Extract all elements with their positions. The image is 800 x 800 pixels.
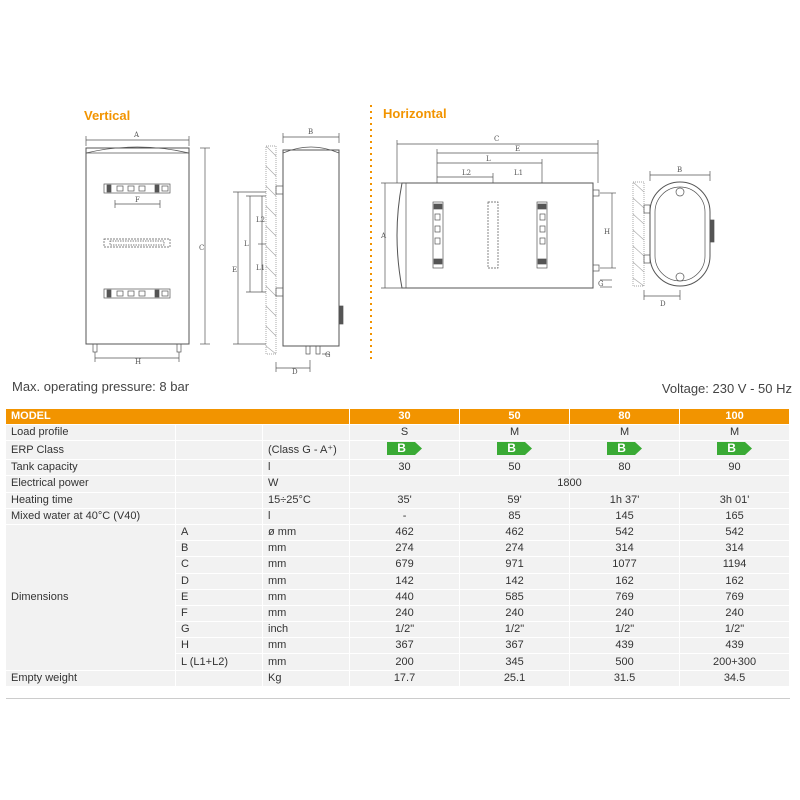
cell-value: 162 (570, 574, 680, 590)
cell-value: 500 (570, 654, 680, 670)
table-row: Empty weight Kg 17.7 25.1 31.5 34.5 (6, 671, 790, 687)
energy-class-badge: B (497, 442, 533, 455)
dim-label-d-vertical: D (292, 368, 298, 376)
dim-label-a-horizontal: A (381, 232, 387, 240)
dim-label-l2-horizontal: L2 (462, 169, 472, 177)
dim-label-f: F (135, 196, 140, 204)
cell-value: 314 (570, 541, 680, 557)
cell-value: 240 (460, 606, 570, 622)
cell-value: 142 (350, 574, 460, 590)
dim-label-h-horizontal: H (604, 228, 611, 236)
energy-class-badge: B (607, 442, 643, 455)
dim-label-l-vertical: L (244, 240, 249, 248)
row-label: Heating time (6, 493, 176, 509)
cell-value: 165 (680, 509, 790, 525)
cell-value: 439 (570, 638, 680, 654)
dim-label-l-horizontal: L (486, 155, 491, 163)
cell-value: 240 (350, 606, 460, 622)
table-row (6, 425, 790, 441)
cell-value: 679 (350, 557, 460, 573)
cell-value: 1/2" (680, 622, 790, 638)
dim-label-c-vertical: C (199, 244, 205, 252)
table-row: F mm 240 240 240 240 (6, 606, 790, 622)
table-row: G inch 1/2" 1/2" 1/2" 1/2" (6, 622, 790, 638)
dim-label-e-horizontal: E (515, 145, 521, 153)
row-label: Empty weight (6, 671, 176, 687)
dim-label-g-horizontal: G (598, 280, 604, 288)
cell-value: 35' (350, 493, 460, 509)
vertical-side-view (233, 133, 343, 372)
table-row: L (L1+L2) mm 200 345 500 200+300 (6, 654, 790, 670)
model-50-header: 50 (460, 409, 570, 425)
dim-label-b-vertical: B (308, 128, 314, 136)
cell-value: 542 (570, 525, 680, 541)
cell-value: 1194 (680, 557, 790, 573)
dim-label-d-horizontal: D (660, 300, 666, 308)
cell-value: 462 (460, 525, 570, 541)
table-row: Heating time 15÷25°C 35' 59' 1h 37' 3h 01' (6, 493, 790, 509)
cell-value: 200 (350, 654, 460, 670)
energy-class-badge: B (717, 442, 753, 455)
table-row: D mm 142 142 162 162 (6, 574, 790, 590)
cell-value: M (570, 425, 680, 441)
cell-value: 542 (680, 525, 790, 541)
row-label: Tank capacity (6, 460, 176, 476)
cell-value: 462 (350, 525, 460, 541)
cell-value: 1800 (350, 476, 790, 492)
cell-value: 1/2" (570, 622, 680, 638)
cell-value: M (680, 425, 790, 441)
cell-value: 85 (460, 509, 570, 525)
dim-label-l1-vertical: L1 (256, 264, 266, 272)
cell-value: 971 (460, 557, 570, 573)
model-30-header: 30 (350, 409, 460, 425)
cell-value: 162 (680, 574, 790, 590)
horizontal-side-view (633, 171, 714, 300)
table-bottom-rule (6, 698, 790, 699)
dim-label-l1-horizontal: L1 (514, 169, 524, 177)
dim-label-g-vertical: G (325, 351, 331, 359)
cell-value: 769 (680, 590, 790, 606)
spec-table (6, 409, 790, 687)
model-header: MODEL (6, 409, 350, 425)
table-row: H mm 367 367 439 439 (6, 638, 790, 654)
cell-value: 50 (460, 460, 570, 476)
cell-value: 34.5 (680, 671, 790, 687)
technical-drawing (0, 0, 800, 380)
cell-value: 440 (350, 590, 460, 606)
cell-value: - (350, 509, 460, 525)
table-row: C mm 679 971 1077 1194 (6, 557, 790, 573)
horizontal-front-view (381, 140, 616, 288)
cell-value: 142 (460, 574, 570, 590)
cell-value: 1h 37' (570, 493, 680, 509)
table-row: Mixed water at 40°C (V40) l - 85 145 165 (6, 509, 790, 525)
cell-value: 1077 (570, 557, 680, 573)
table-row: E mm 440 585 769 769 (6, 590, 790, 606)
model-80-header: 80 (570, 409, 680, 425)
table-row: Tank capacity l 30 50 80 90 (6, 460, 790, 476)
table-row: B mm 274 274 314 314 (6, 541, 790, 557)
model-100-header: 100 (680, 409, 790, 425)
row-label: ERP Class (6, 441, 176, 460)
cell-value: 145 (570, 509, 680, 525)
cell-value: 30 (350, 460, 460, 476)
cell-value: S (350, 425, 460, 441)
cell-value: 274 (460, 541, 570, 557)
dim-label-h-vertical: H (135, 358, 142, 366)
cell-value: 80 (570, 460, 680, 476)
cell-value: 439 (680, 638, 790, 654)
dim-label-c-horizontal: C (494, 135, 500, 143)
dim-label-l2-vertical: L2 (256, 216, 266, 224)
table-row: Dimensions A ø mm 462 462 542 542 (6, 525, 790, 541)
cell-value: 3h 01' (680, 493, 790, 509)
cell-value: 200+300 (680, 654, 790, 670)
cell-value: 240 (570, 606, 680, 622)
max-pressure-text: Max. operating pressure: 8 bar (12, 379, 190, 394)
dim-label-b-horizontal: B (677, 166, 683, 174)
cell-value: 25.1 (460, 671, 570, 687)
table-row: ERP Class (Class G - A⁺) B B B B (6, 441, 790, 460)
row-label: Mixed water at 40°C (V40) (6, 509, 176, 525)
table-header-row (6, 409, 790, 425)
voltage-text: Voltage: 230 V - 50 Hz (661, 381, 792, 396)
cell-value: 17.7 (350, 671, 460, 687)
cell-value: 585 (460, 590, 570, 606)
row-label: Load profile (6, 425, 176, 441)
cell-value: 1/2" (460, 622, 570, 638)
cell-value: 345 (460, 654, 570, 670)
table-row: Electrical power W 1800 (6, 476, 790, 492)
vertical-title: Vertical (84, 108, 131, 123)
cell-value: 31.5 (570, 671, 680, 687)
cell-value: 367 (460, 638, 570, 654)
vertical-front-view (86, 136, 210, 362)
cell-value: 314 (680, 541, 790, 557)
cell-value: 240 (680, 606, 790, 622)
cell-value: 1/2" (350, 622, 460, 638)
cell-value: 90 (680, 460, 790, 476)
dim-label-a-vertical: A (134, 131, 140, 139)
cell-value: 59' (460, 493, 570, 509)
row-label: Electrical power (6, 476, 176, 492)
cell-value: 367 (350, 638, 460, 654)
dim-label-e-vertical: E (232, 266, 238, 274)
cell-value: 769 (570, 590, 680, 606)
cell-value: M (460, 425, 570, 441)
energy-class-badge: B (387, 442, 423, 455)
dimensions-label: Dimensions (6, 525, 176, 671)
cell-value: 274 (350, 541, 460, 557)
horizontal-title: Horizontal (383, 106, 447, 121)
